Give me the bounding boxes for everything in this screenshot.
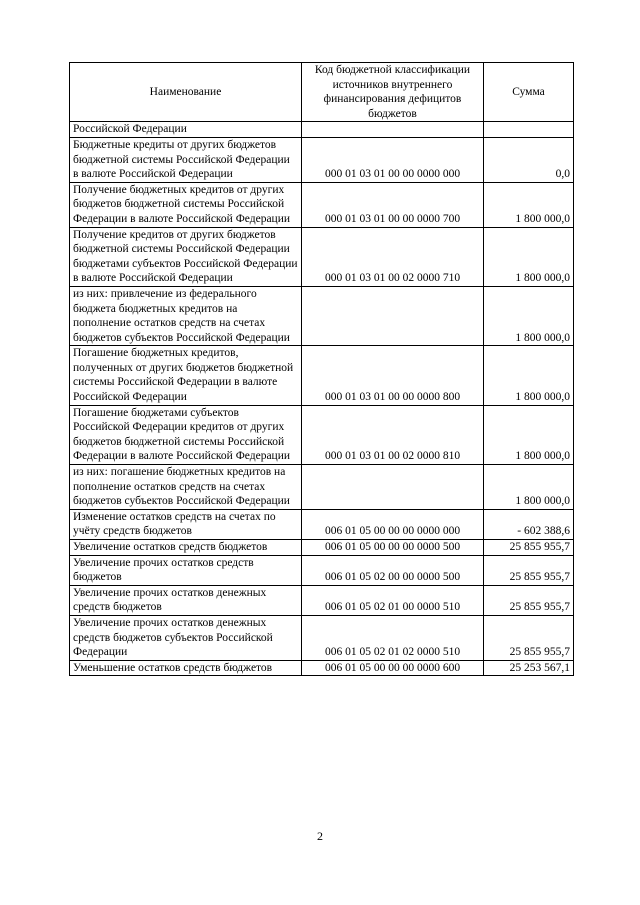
row-sum: 1 800 000,0 bbox=[484, 182, 574, 227]
row-name: Погашение бюджетами субъектов Российской Федерации кредитов от других бюджетов бюджетной системы Российской Федерации в валюте Российской Федерации bbox=[70, 405, 302, 464]
section-title: Российской Федерации bbox=[70, 122, 302, 138]
row-name: Уменьшение остатков средств бюджетов bbox=[70, 660, 302, 676]
table-row bbox=[70, 540, 574, 556]
row-sum: 1 800 000,0 bbox=[484, 405, 574, 464]
section-code-empty bbox=[302, 122, 484, 138]
row-code: 006 01 05 00 00 00 0000 600 bbox=[302, 660, 484, 676]
row-name: Получение кредитов от других бюджетов бюджетной системы Российской Федерации бюджетами субъектов Российской Федерации в валюте Российской Федерации bbox=[70, 227, 302, 286]
header-sum: Сумма bbox=[484, 63, 574, 122]
row-name: Изменение остатков средств на счетах по учёту средств бюджетов bbox=[70, 509, 302, 539]
row-sum: 1 800 000,0 bbox=[484, 346, 574, 405]
row-code: 006 01 05 02 00 00 0000 500 bbox=[302, 555, 484, 585]
table-row bbox=[70, 509, 574, 539]
row-code: 006 01 05 02 01 00 0000 510 bbox=[302, 585, 484, 615]
row-sum: 25 253 567,1 bbox=[484, 660, 574, 676]
row-sum: 1 800 000,0 bbox=[484, 227, 574, 286]
row-name: Увеличение прочих остатков средств бюджетов bbox=[70, 555, 302, 585]
row-code: 006 01 05 00 00 00 0000 500 bbox=[302, 540, 484, 556]
table-row bbox=[70, 227, 574, 286]
row-name: из них: погашение бюджетных кредитов на пополнение остатков средств на счетах бюджетов субъектов Российской Федерации bbox=[70, 465, 302, 510]
budget-sources-table bbox=[69, 62, 574, 676]
row-name: Погашение бюджетных кредитов, полученных от других бюджетов бюджетной системы Российской Федерации в валюте Российской Федерации bbox=[70, 346, 302, 405]
row-name: Увеличение прочих остатков денежных средств бюджетов субъектов Российской Федерации bbox=[70, 615, 302, 660]
row-code: 000 01 03 01 00 00 0000 700 bbox=[302, 182, 484, 227]
row-code: 000 01 03 01 00 00 0000 000 bbox=[302, 137, 484, 182]
table-row bbox=[70, 182, 574, 227]
row-sum: 25 855 955,7 bbox=[484, 555, 574, 585]
row-code: 006 01 05 00 00 00 0000 000 bbox=[302, 509, 484, 539]
row-code bbox=[302, 465, 484, 510]
row-sum: 0,0 bbox=[484, 137, 574, 182]
table-row bbox=[70, 405, 574, 464]
row-code: 000 01 03 01 00 02 0000 810 bbox=[302, 405, 484, 464]
row-sum: - 602 388,6 bbox=[484, 509, 574, 539]
row-name: из них: привлечение из федерального бюджета бюджетных кредитов на пополнение остатков средств на счетах бюджетов субъектов Российской Федерации bbox=[70, 286, 302, 345]
row-code bbox=[302, 286, 484, 345]
table-row bbox=[70, 660, 574, 676]
row-name: Получение бюджетных кредитов от других бюджетов бюджетной системы Российской Федерации в валюте Российской Федерации bbox=[70, 182, 302, 227]
header-row bbox=[70, 63, 574, 122]
row-name: Увеличение остатков средств бюджетов bbox=[70, 540, 302, 556]
row-name: Увеличение прочих остатков денежных средств бюджетов bbox=[70, 585, 302, 615]
section-sum-empty bbox=[484, 122, 574, 138]
section-row bbox=[70, 122, 574, 138]
header-code: Код бюджетной классификации источников внутреннего финансирования дефицитов бюджетов bbox=[302, 63, 484, 122]
row-name: Бюджетные кредиты от других бюджетов бюджетной системы Российской Федерации в валюте Российской Федерации bbox=[70, 137, 302, 182]
row-sum: 1 800 000,0 bbox=[484, 465, 574, 510]
row-code: 006 01 05 02 01 02 0000 510 bbox=[302, 615, 484, 660]
header-name: Наименование bbox=[70, 63, 302, 122]
table-row bbox=[70, 465, 574, 510]
row-code: 000 01 03 01 00 00 0000 800 bbox=[302, 346, 484, 405]
table-row bbox=[70, 585, 574, 615]
table-row bbox=[70, 346, 574, 405]
row-sum: 1 800 000,0 bbox=[484, 286, 574, 345]
row-sum: 25 855 955,7 bbox=[484, 615, 574, 660]
table-row bbox=[70, 555, 574, 585]
row-code: 000 01 03 01 00 02 0000 710 bbox=[302, 227, 484, 286]
row-sum: 25 855 955,7 bbox=[484, 585, 574, 615]
table-row bbox=[70, 137, 574, 182]
page-number: 2 bbox=[317, 829, 323, 843]
table-row bbox=[70, 286, 574, 345]
row-sum: 25 855 955,7 bbox=[484, 540, 574, 556]
table-row bbox=[70, 615, 574, 660]
